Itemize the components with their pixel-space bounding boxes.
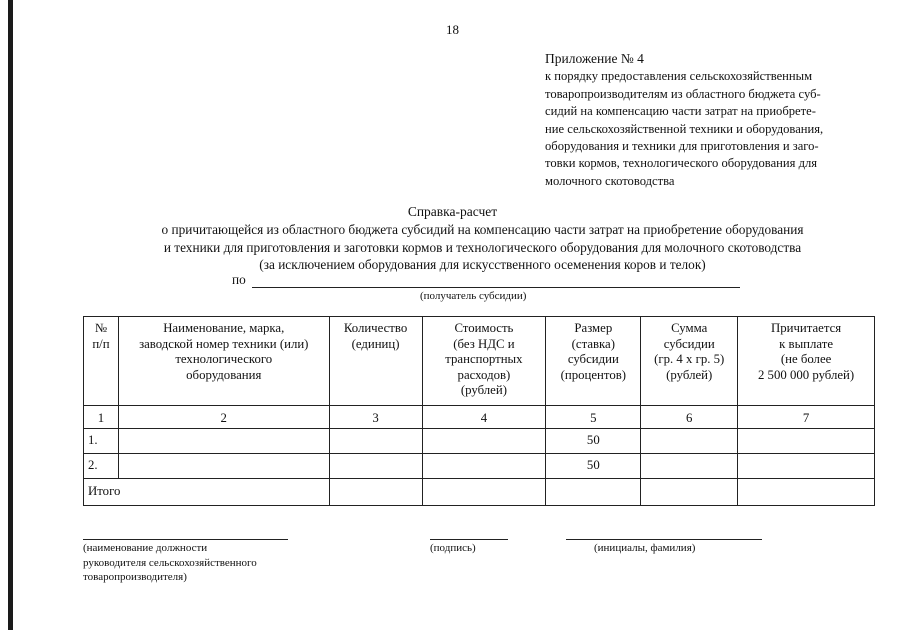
total-label: Итого bbox=[84, 479, 330, 506]
header-text-line: технологического bbox=[175, 352, 273, 367]
appendix-line: оборудования и техники для приготовления и заго- bbox=[545, 139, 819, 154]
subsidy-rate-cell: 50 bbox=[546, 429, 641, 454]
appendix-line: ние сельскохозяйственной техники и оборудования, bbox=[545, 121, 824, 136]
appendix-line: сидий на компенсацию части затрат на приобрете- bbox=[545, 104, 816, 119]
column-number: 4 bbox=[422, 406, 546, 429]
recipient-blank-line[interactable] bbox=[252, 275, 740, 288]
header-text-line: к выплате bbox=[779, 336, 834, 351]
header-text-line: расходов) bbox=[457, 367, 511, 382]
column-number-row bbox=[84, 406, 875, 429]
column-number: 5 bbox=[546, 406, 641, 429]
subtitle-line: (за исключением оборудования для искусственного осеменения коров и телок) bbox=[259, 257, 706, 273]
header-subsidy-amount bbox=[641, 317, 738, 406]
header-text-line: п/п bbox=[92, 336, 110, 351]
header-subsidy-rate bbox=[546, 317, 641, 406]
header-text-line: (не более bbox=[780, 352, 832, 367]
subtitle-line: о причитающейся из областного бюджета субсидий на компенсацию части затрат на приобретение оборудования bbox=[161, 222, 804, 237]
position-caption: (наименование должности руководителя сельскохозяйственного товаропроизводителя) bbox=[83, 539, 288, 585]
header-text-line: транспортных bbox=[445, 352, 523, 367]
row-number: 2. bbox=[84, 454, 119, 479]
recipient-caption: (получатель субсидии) bbox=[420, 290, 527, 302]
header-quantity bbox=[329, 317, 422, 406]
header-text-line: (гр. 4 х гр. 5) bbox=[654, 352, 725, 367]
column-number: 3 bbox=[329, 406, 422, 429]
table-header-row bbox=[84, 317, 875, 406]
total-quantity-cell[interactable] bbox=[329, 479, 422, 506]
header-text-line: субсидии bbox=[663, 336, 715, 351]
appendix-title: Приложение № 4 bbox=[545, 51, 644, 66]
header-text-line: (процентов) bbox=[560, 367, 627, 382]
header-text-line: Размер bbox=[574, 321, 613, 335]
recipient-prefix: по bbox=[232, 272, 246, 287]
appendix-line: товаропроизводителям из областного бюджета суб- bbox=[545, 86, 821, 101]
subsidy-amount-cell[interactable] bbox=[641, 429, 738, 454]
subsidy-calculation-table bbox=[83, 316, 875, 506]
header-text-line: (ставка) bbox=[571, 336, 616, 351]
equipment-name-cell[interactable] bbox=[118, 454, 329, 479]
equipment-name-cell[interactable] bbox=[118, 429, 329, 454]
position-signature-block bbox=[83, 539, 288, 585]
page-number: 18 bbox=[446, 22, 459, 37]
total-rate-cell bbox=[546, 479, 641, 506]
header-equipment-name bbox=[118, 317, 329, 406]
column-number: 6 bbox=[641, 406, 738, 429]
table-row bbox=[84, 454, 875, 479]
scan-edge-bar bbox=[8, 0, 13, 630]
header-text-line: оборудования bbox=[186, 367, 262, 382]
name-caption: (инициалы, фамилия) bbox=[566, 539, 762, 556]
signature-caption: (подпись) bbox=[430, 539, 508, 556]
table-row bbox=[84, 429, 875, 454]
header-text-line: субсидии bbox=[567, 352, 619, 367]
total-row bbox=[84, 479, 875, 506]
header-text-line: Наименование, марка, bbox=[163, 321, 285, 335]
header-text-line: (единиц) bbox=[351, 336, 400, 351]
document-title: Справка-расчет bbox=[407, 204, 498, 219]
header-payable bbox=[738, 317, 875, 406]
header-text-line: 2 500 000 рублей) bbox=[757, 367, 855, 382]
header-text-line: № bbox=[94, 321, 108, 335]
row-number: 1. bbox=[84, 429, 119, 454]
cost-cell[interactable] bbox=[422, 429, 546, 454]
header-text-line: Сумма bbox=[671, 321, 708, 335]
column-number: 7 bbox=[738, 406, 875, 429]
appendix-line: товки кормов, технологического оборудования для bbox=[545, 156, 818, 171]
header-text-line: заводской номер техники (или) bbox=[139, 336, 309, 351]
payable-cell[interactable] bbox=[738, 454, 875, 479]
header-text-line: (без НДС и bbox=[453, 336, 515, 351]
total-subsidy-amount-cell[interactable] bbox=[641, 479, 738, 506]
subtitle-line: и техники для приготовления и заготовки кормов и технологического оборудования для молочного скотоводства bbox=[163, 239, 802, 255]
subsidy-rate-cell: 50 bbox=[546, 454, 641, 479]
total-cost-cell[interactable] bbox=[422, 479, 546, 506]
column-number: 1 bbox=[84, 406, 119, 429]
header-text-line: (рублей) bbox=[460, 383, 507, 398]
header-text-line: (рублей) bbox=[666, 367, 713, 382]
total-payable-cell[interactable] bbox=[738, 479, 875, 506]
payable-cell[interactable] bbox=[738, 429, 875, 454]
header-number bbox=[84, 317, 119, 406]
quantity-cell[interactable] bbox=[329, 454, 422, 479]
header-text-line: Стоимость bbox=[454, 321, 514, 335]
appendix-line: к порядку предоставления сельскохозяйственным bbox=[545, 69, 813, 84]
header-cost bbox=[422, 317, 546, 406]
cost-cell[interactable] bbox=[422, 454, 546, 479]
appendix-line: молочного скотоводства bbox=[545, 173, 675, 188]
signature-block bbox=[430, 539, 508, 556]
quantity-cell[interactable] bbox=[329, 429, 422, 454]
header-text-line: Причитается bbox=[770, 321, 842, 335]
header-text-line: Количество bbox=[343, 321, 408, 335]
name-signature-block bbox=[566, 539, 762, 556]
subsidy-amount-cell[interactable] bbox=[641, 454, 738, 479]
recipient-field bbox=[232, 272, 740, 288]
document-subtitle bbox=[60, 221, 905, 274]
appendix-block bbox=[545, 50, 885, 190]
column-number: 2 bbox=[118, 406, 329, 429]
